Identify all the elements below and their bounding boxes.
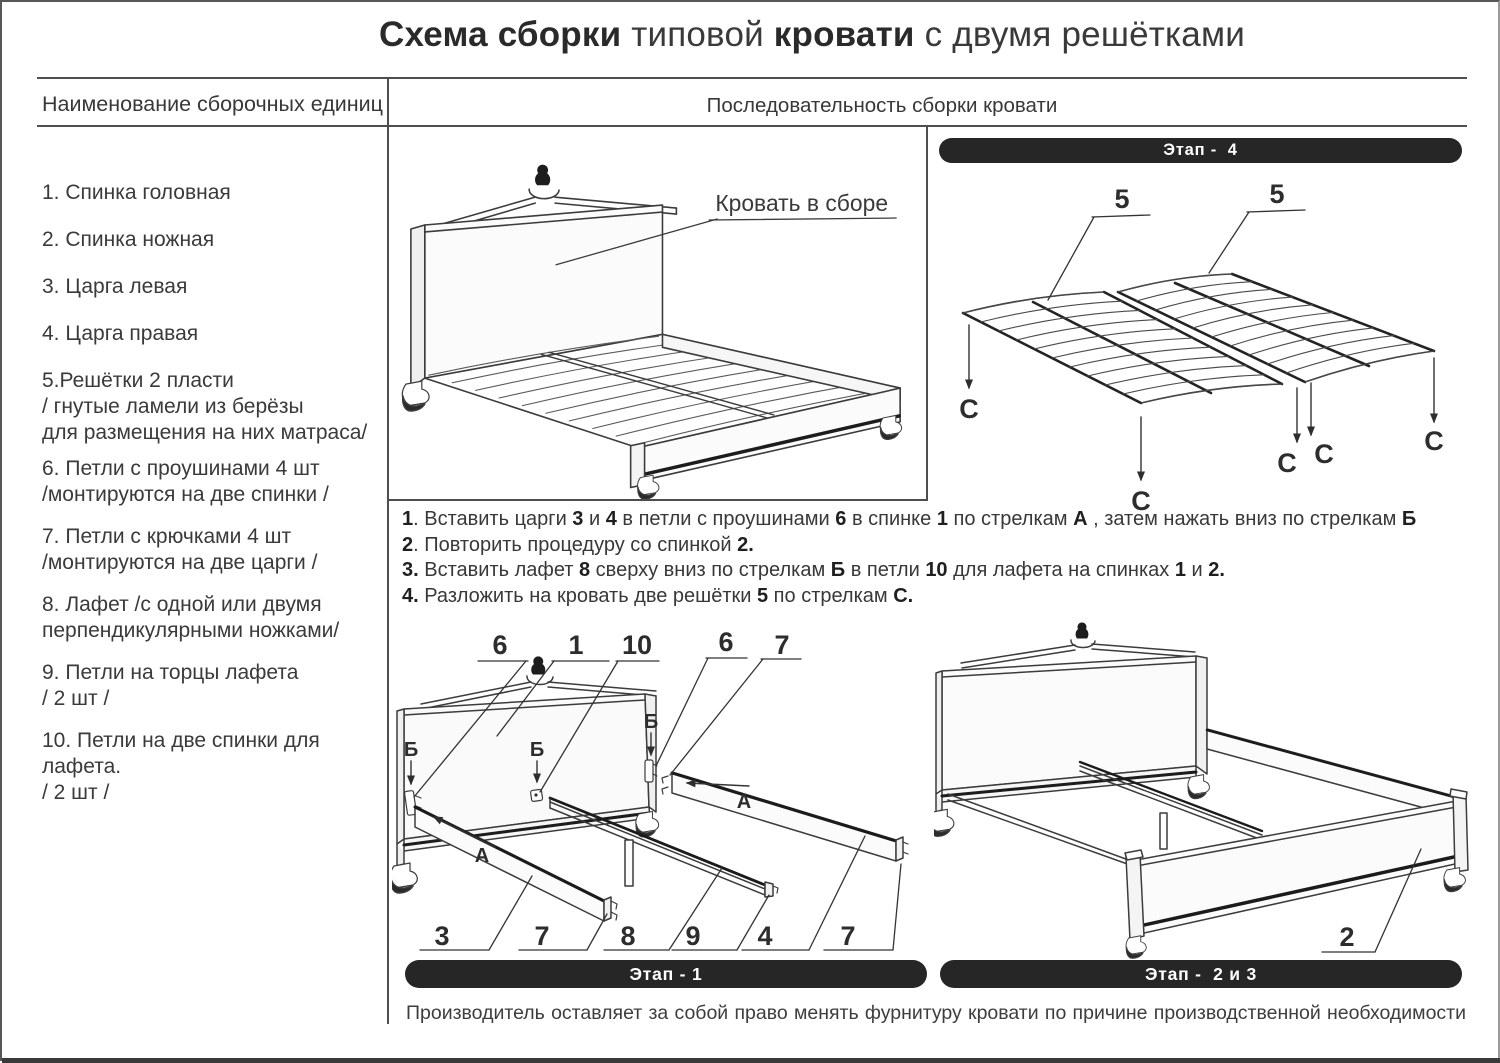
headboard-foot	[402, 381, 429, 411]
text-segment: . Повторить процедуру со спинкой	[413, 533, 738, 556]
text-segment: с двумя решётками	[914, 15, 1245, 54]
lattices-art	[963, 210, 1434, 480]
label-b: Б	[403, 739, 419, 761]
text-segment: 5	[757, 584, 769, 607]
text-segment: 3.	[402, 559, 419, 581]
parts-list-line: 6. Петли с проушинами 4 шт	[42, 457, 320, 480]
sequence-column-header: Последовательность сборки кровати	[706, 94, 1058, 117]
text-segment: , затем нажать вниз по стрелкам	[1087, 508, 1402, 530]
label-6: 6	[492, 630, 508, 660]
parts-list-line: для размещения на них матраса/	[42, 421, 368, 444]
text-segment: А	[1073, 508, 1088, 530]
parts-list-item	[42, 180, 392, 206]
finial	[531, 656, 545, 674]
text-segment: Б	[1401, 508, 1417, 530]
label-c: С	[1314, 439, 1334, 469]
instruction-line	[402, 558, 1466, 584]
lafet-leg	[625, 840, 633, 886]
label-9: 9	[685, 921, 701, 951]
text-segment: 2.	[1208, 559, 1225, 581]
parts-list-item	[42, 227, 392, 253]
label-5: 5	[1269, 179, 1285, 209]
label-6: 6	[718, 627, 734, 657]
parts-list	[42, 180, 392, 822]
label-c: С	[1424, 426, 1444, 456]
text-segment: и	[1185, 559, 1209, 581]
text-segment: 2.	[737, 533, 754, 556]
parts-list-item	[42, 321, 392, 347]
text-segment: Вставить лафет	[418, 559, 579, 581]
assembly-instructions	[402, 507, 1466, 609]
label-5: 5	[1114, 184, 1130, 214]
parts-list-item	[42, 274, 392, 300]
assembled-bed-panel	[387, 125, 928, 501]
text-segment: 1	[936, 508, 948, 530]
stage23-drawing	[934, 614, 1500, 959]
parts-list-line: / гнутые ламели из берёзы	[42, 395, 304, 418]
parts-list-line: 3. Царга левая	[42, 275, 188, 298]
label-1: 1	[568, 630, 584, 660]
footboard-foot-left	[1126, 936, 1146, 959]
instruction-line	[402, 533, 1466, 559]
parts-list-line: /монтируются на две царги /	[42, 551, 318, 574]
label-3: 3	[434, 921, 450, 951]
text-segment: 10	[925, 559, 948, 581]
text-segment: 3	[572, 508, 584, 530]
lafet-leg	[1160, 813, 1167, 849]
parts-list-line: 7. Петли с крючками 4 шт	[42, 525, 292, 548]
stage-4-pill: Этап - 4	[939, 138, 1462, 163]
text-segment: типовой	[621, 15, 774, 54]
label-c: С	[1131, 486, 1151, 515]
parts-list-line: 4. Царга правая	[42, 322, 199, 345]
text-segment: и	[583, 508, 606, 530]
rail-right	[672, 772, 896, 861]
footboard-foot-left	[638, 475, 659, 499]
page-title	[122, 15, 1500, 55]
assembled-bed-label: Кровать в сборе	[715, 190, 889, 217]
parts-column-header: Наименование сборочных единиц	[42, 92, 383, 116]
label-4: 4	[757, 921, 773, 951]
text-segment: Разложить на кровать две решётки	[418, 584, 757, 607]
stage-1-pill: Этап - 1	[405, 960, 927, 988]
parts-list-item	[42, 728, 392, 806]
text-segment: 1	[1174, 559, 1186, 581]
divider-under-title	[37, 77, 1467, 79]
label-c: С	[959, 394, 979, 424]
parts-list-item	[42, 456, 392, 508]
stage4-drawing	[932, 170, 1500, 515]
label-7: 7	[534, 921, 550, 951]
text-segment: кровати	[773, 15, 915, 54]
text-segment: сверху вниз по стрелкам	[590, 559, 831, 581]
label-b: Б	[529, 739, 545, 761]
label-7: 7	[840, 921, 856, 951]
text-segment: в петли с проушинами	[616, 508, 836, 530]
parts-list-line: / 2 шт /	[42, 781, 110, 804]
stage1-art	[392, 656, 908, 950]
parts-list-line: 9. Петли на торцы лафета	[42, 661, 299, 684]
finial	[535, 165, 550, 186]
parts-list-line: 5.Решётки 2 пласти	[42, 369, 234, 392]
parts-list-line: 10. Петли на две спинки для лафета.	[42, 729, 320, 778]
label-8: 8	[620, 921, 636, 951]
finial	[1076, 622, 1089, 638]
text-segment: 4.	[402, 584, 419, 607]
parts-list-item	[42, 660, 392, 712]
text-segment: по стрелкам	[947, 508, 1074, 530]
label-a: А	[474, 845, 490, 867]
instruction-line	[402, 584, 1466, 610]
text-segment: Б	[830, 559, 846, 581]
label-b: Б	[643, 711, 659, 733]
label-7: 7	[774, 630, 790, 660]
text-segment: 6	[835, 508, 847, 530]
text-segment: 1	[402, 508, 414, 530]
headboard-foot	[392, 863, 417, 893]
parts-list-item	[42, 368, 392, 446]
assembled-bed-drawing	[389, 127, 926, 499]
text-segment: 4	[605, 508, 617, 530]
stage23-art	[934, 622, 1468, 958]
text-segment: для лафета на спинках	[947, 559, 1175, 581]
parts-list-line: перпендикулярными ножками/	[42, 619, 340, 642]
label-2: 2	[1339, 922, 1355, 952]
parts-list-line: 8. Лафет /с одной или двумя	[42, 593, 322, 616]
text-segment: по стрелкам	[768, 584, 894, 607]
headboard-foot-left	[934, 809, 954, 836]
text-segment: . Вставить царги	[413, 508, 573, 530]
headboard-foot-right	[1188, 775, 1210, 799]
lattice-right-rails	[1118, 274, 1434, 382]
label-a: А	[736, 791, 752, 813]
parts-list-line: 1. Спинка головная	[42, 181, 231, 204]
rail-right	[1207, 729, 1454, 816]
label-c: С	[1277, 448, 1297, 478]
label-10: 10	[621, 630, 653, 660]
parts-list-line: /монтируются на две спинки /	[42, 483, 329, 506]
stage1-drawing	[392, 614, 932, 959]
instruction-line	[402, 507, 1466, 533]
text-segment: 8	[579, 559, 591, 581]
text-segment: 2	[402, 533, 414, 556]
text-segment: С.	[893, 584, 914, 607]
parts-list-item	[42, 592, 392, 644]
text-segment: Схема сборки	[379, 15, 622, 54]
parts-list-item	[42, 524, 392, 576]
manufacturer-note: Производитель оставляет за собой право менять фурнитуру кровати по причине производственной необходимости	[406, 1002, 1466, 1024]
text-segment: в спинке	[846, 508, 937, 530]
parts-list-line: 2. Спинка ножная	[42, 228, 215, 251]
stage-23-pill: Этап - 2 и 3	[940, 960, 1462, 988]
parts-list-line: / 2 шт /	[42, 687, 110, 710]
text-segment: в петли	[845, 559, 926, 581]
